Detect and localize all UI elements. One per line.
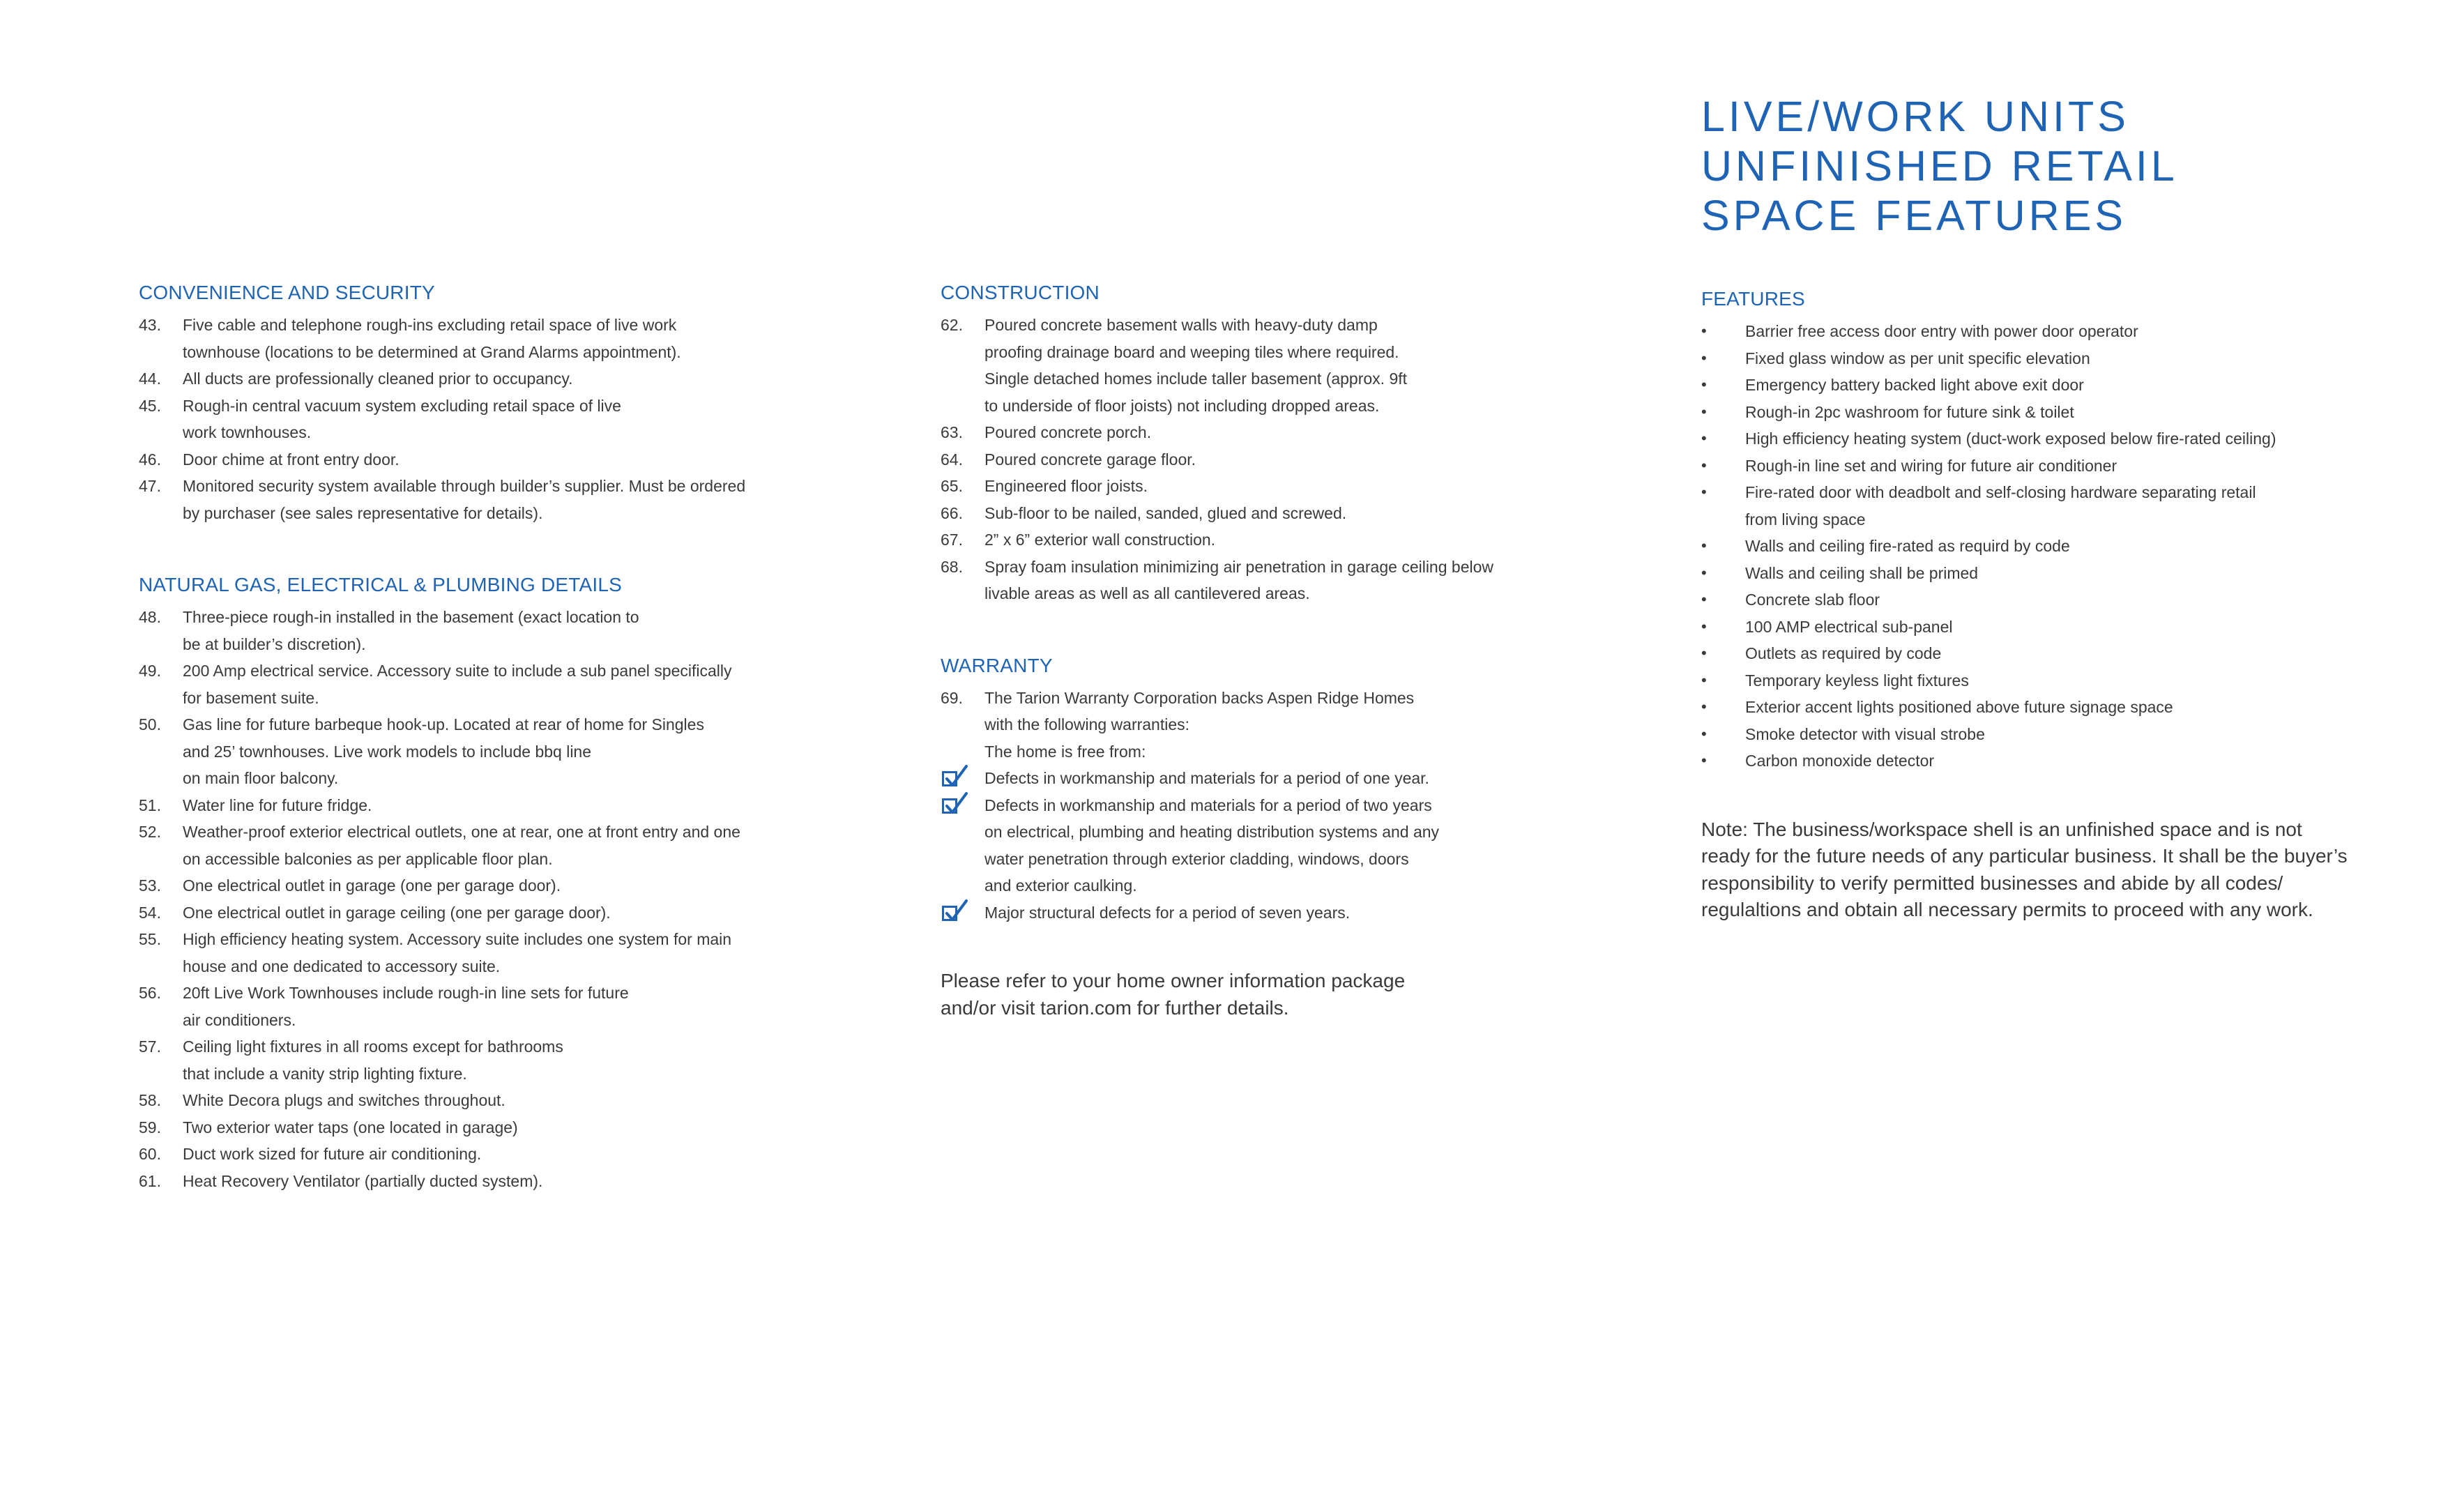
item-line: Spray foam insulation minimizing air penetration in garage ceiling below [984, 557, 1494, 576]
item-line: Engineered floor joists. [984, 477, 1148, 495]
item-line: Major structural defects for a period of seven years. [984, 903, 1351, 922]
warranty-check-item [941, 792, 1638, 899]
item-number: 49. [139, 662, 161, 680]
item-line: for basement suite. [183, 688, 319, 707]
item-line: Poured concrete garage floor. [984, 450, 1196, 469]
item-line: Fire-rated door with deadbolt and self-closing hardware separating retail [1745, 483, 2256, 501]
bullet-icon: • [1701, 456, 1707, 474]
item-line: Emergency battery backed light above exit door [1745, 376, 2084, 394]
bullet-icon: • [1701, 698, 1707, 715]
item-line: be at builder’s discretion). [183, 634, 366, 653]
list-item [139, 980, 836, 1033]
list-item [139, 657, 836, 711]
item-number: 67. [941, 531, 963, 549]
item-line: All ducts are professionally cleaned prior to occupancy. [183, 370, 573, 388]
item-line: Temporary keyless light fixtures [1745, 671, 1969, 690]
item-number: 53. [139, 876, 161, 895]
bullet-icon: • [1701, 483, 1707, 501]
item-number: 54. [139, 903, 161, 922]
bullet-icon: • [1701, 671, 1707, 689]
feature-item [1701, 640, 2357, 667]
list-item [139, 604, 836, 657]
list-item [139, 872, 836, 899]
list-item [139, 473, 836, 526]
feature-item [1701, 399, 2357, 426]
item-line: work townhouses. [183, 423, 312, 441]
bullet-icon: • [1701, 402, 1707, 420]
item-number: 51. [139, 796, 161, 814]
item-line: One electrical outlet in garage ceiling (one per garage door). [183, 903, 611, 922]
item-line: that include a vanity strip lighting fixture. [183, 1064, 467, 1083]
item-number: 45. [139, 396, 161, 415]
item-line: Rough-in line set and wiring for future air conditioner [1745, 456, 2117, 475]
note-line: regulaltions and obtain all necessary permits to proceed with any work. [1701, 899, 2313, 920]
item-number: 69. [941, 688, 963, 707]
item-number: 60. [139, 1145, 161, 1163]
feature-item [1701, 560, 2357, 587]
item-line: 2” x 6” exterior wall construction. [984, 531, 1216, 549]
bullet-icon: • [1701, 349, 1707, 367]
list-item [139, 365, 836, 393]
natural-gas-list [139, 604, 836, 1194]
list-item [941, 312, 1638, 419]
item-line: 20ft Live Work Townhouses include rough-in line sets for future [183, 984, 629, 1002]
feature-item [1701, 694, 2357, 721]
item-line: Three-piece rough-in installed in the basement (exact location to [183, 608, 639, 626]
convenience-list [139, 312, 836, 526]
list-item [941, 526, 1638, 554]
item-line: Poured concrete basement walls with heavy-duty damp [984, 316, 1378, 334]
item-line: Monitored security system available through builder’s supplier. Must be ordered [183, 477, 746, 495]
warranty-check-item [941, 765, 1638, 792]
list-item [139, 1141, 836, 1168]
title-line: LIVE/WORK UNITS [1701, 93, 2129, 140]
item-number: 50. [139, 715, 161, 733]
item-line: Outlets as required by code [1745, 644, 1942, 662]
convenience-heading: CONVENIENCE AND SECURITY [139, 282, 435, 303]
item-line: Fixed glass window as per unit specific elevation [1745, 349, 2090, 367]
feature-item [1701, 452, 2357, 480]
item-number: 62. [941, 316, 963, 334]
item-line: Defects in workmanship and materials for a period of two years [984, 796, 1432, 814]
item-line: High efficiency heating system (duct-work exposed below fire-rated ceiling) [1745, 429, 2276, 448]
list-item [139, 312, 836, 365]
item-line: Smoke detector with visual strobe [1745, 724, 1985, 743]
feature-item [1701, 586, 2357, 614]
item-number: 44. [139, 370, 161, 388]
item-line: on main floor balcony. [183, 769, 339, 787]
item-number: 64. [941, 450, 963, 469]
item-line: High efficiency heating system. Accessory suite includes one system for main [183, 930, 732, 948]
list-item [139, 926, 836, 980]
item-line: 200 Amp electrical service. Accessory suite to include a sub panel specifically [183, 662, 732, 680]
right-column [1701, 92, 2357, 924]
features-list [1701, 318, 2357, 775]
bullet-icon: • [1701, 563, 1707, 581]
list-item [941, 685, 1638, 766]
item-line: on electrical, plumbing and heating distribution systems and any [984, 823, 1440, 841]
feature-item [1701, 318, 2357, 345]
feature-item [1701, 345, 2357, 372]
item-line: Water line for future fridge. [183, 796, 372, 814]
feature-item [1701, 721, 2357, 748]
bullet-icon: • [1701, 537, 1707, 554]
item-number: 57. [139, 1037, 161, 1056]
item-line: to underside of floor joists) not including dropped areas. [984, 396, 1380, 415]
item-line: One electrical outlet in garage (one per garage door). [183, 876, 561, 895]
item-number: 48. [139, 608, 161, 626]
bullet-icon: • [1701, 376, 1707, 393]
item-line: water penetration through exterior cladding, windows, doors [984, 849, 1409, 868]
item-number: 61. [139, 1171, 161, 1190]
note-line: ready for the future needs of any particular business. It shall be the buyer’s [1701, 845, 2348, 867]
list-item [941, 554, 1638, 607]
item-line: Ceiling light fixtures in all rooms except for bathrooms [183, 1037, 563, 1056]
bullet-icon: • [1701, 752, 1707, 769]
item-line: Rough-in central vacuum system excluding retail space of live [183, 396, 621, 415]
item-line: Heat Recovery Ventilator (partially ducted system). [183, 1171, 543, 1190]
warranty-check-item [941, 899, 1638, 927]
item-number: 46. [139, 450, 161, 469]
note-line: responsibility to verify permitted businesses and abide by all codes/ [1701, 872, 2283, 894]
list-item [139, 711, 836, 792]
item-number: 58. [139, 1091, 161, 1109]
list-item [139, 1087, 836, 1114]
item-line: Exterior accent lights positioned above future signage space [1745, 698, 2173, 716]
construction-list [941, 312, 1638, 607]
item-line: livable areas as well as all cantilevered areas. [984, 584, 1310, 602]
item-line: air conditioners. [183, 1010, 296, 1029]
item-number: 56. [139, 984, 161, 1002]
item-line: Door chime at front entry door. [183, 450, 400, 469]
feature-item [1701, 614, 2357, 641]
item-line: Weather-proof exterior electrical outlets, one at rear, one at front entry and one [183, 823, 740, 841]
item-line: Carbon monoxide detector [1745, 752, 1935, 770]
title-line: SPACE FEATURES [1701, 192, 2127, 239]
item-number: 65. [941, 477, 963, 495]
item-line: Concrete slab floor [1745, 591, 1880, 609]
item-line: Walls and ceiling shall be primed [1745, 563, 1979, 582]
bullet-icon: • [1701, 429, 1707, 447]
item-line: Duct work sized for future air conditioning. [183, 1145, 482, 1163]
item-line: Defects in workmanship and materials for a period of one year. [984, 769, 1429, 787]
item-line: house and one dedicated to accessory suite. [183, 957, 501, 975]
item-line: The Tarion Warranty Corporation backs Aspen Ridge Homes [984, 688, 1415, 707]
list-item [139, 1114, 836, 1141]
item-line: on accessible balconies as per applicable floor plan. [183, 849, 553, 868]
note-text [1701, 816, 2357, 924]
bullet-icon: • [1701, 322, 1707, 340]
checkbox-checked-icon [942, 798, 957, 814]
construction-heading: CONSTRUCTION [941, 282, 1100, 303]
item-number: 47. [139, 477, 161, 495]
item-line: Rough-in 2pc washroom for future sink & toilet [1745, 402, 2074, 421]
item-line: and exterior caulking. [984, 876, 1137, 895]
warranty-list [941, 685, 1638, 766]
bullet-icon: • [1701, 724, 1707, 743]
natural-gas-heading: NATURAL GAS, ELECTRICAL & PLUMBING DETAILS [139, 574, 623, 595]
list-item [139, 1168, 836, 1195]
item-line: from living space [1745, 510, 1866, 528]
item-number: 66. [941, 503, 963, 522]
item-number: 52. [139, 823, 161, 841]
feature-item [1701, 667, 2357, 694]
middle-column [941, 275, 1638, 1021]
item-line: Gas line for future barbeque hook-up. Located at rear of home for Singles [183, 715, 704, 733]
item-line: Sub-floor to be nailed, sanded, glued and screwed. [984, 503, 1347, 522]
feature-item [1701, 479, 2357, 533]
item-line: Single detached homes include taller basement (approx. 9ft [984, 370, 1408, 388]
item-line: Five cable and telephone rough-ins excluding retail space of live work [183, 316, 677, 334]
list-item [941, 446, 1638, 473]
item-number: 43. [139, 316, 161, 334]
list-item [139, 899, 836, 927]
list-item [139, 819, 836, 872]
item-number: 55. [139, 930, 161, 948]
item-line: Two exterior water taps (one located in garage) [183, 1118, 518, 1136]
note-line: Note: The business/workspace shell is an unfinished space and is not [1701, 818, 2302, 840]
refer-line: and/or visit tarion.com for further details. [941, 997, 1289, 1019]
item-line: 100 AMP electrical sub-panel [1745, 617, 1953, 636]
item-line: White Decora plugs and switches throughout. [183, 1091, 505, 1109]
list-item [941, 473, 1638, 500]
list-item [941, 500, 1638, 527]
warranty-checklist [941, 765, 1638, 926]
list-item [941, 419, 1638, 446]
refer-line: Please refer to your home owner information package [941, 970, 1406, 991]
item-line: by purchaser (see sales representative for details). [183, 503, 543, 522]
features-heading: FEATURES [1701, 288, 1805, 310]
list-item [139, 792, 836, 819]
item-line: proofing drainage board and weeping tiles where required. [984, 342, 1399, 361]
item-number: 63. [941, 423, 963, 441]
checkbox-checked-icon [942, 906, 957, 921]
bullet-icon: • [1701, 644, 1707, 662]
item-number: 68. [941, 557, 963, 576]
feature-item [1701, 533, 2357, 560]
page-title [1701, 92, 2357, 241]
checkbox-checked-icon [942, 771, 957, 786]
bullet-icon: • [1701, 591, 1707, 608]
warranty-heading: WARRANTY [941, 654, 1053, 676]
item-number: 59. [139, 1118, 161, 1136]
bullet-icon: • [1701, 617, 1707, 635]
item-line: Poured concrete porch. [984, 423, 1152, 441]
feature-item [1701, 372, 2357, 399]
feature-item [1701, 425, 2357, 452]
list-item [139, 446, 836, 473]
title-line: UNFINISHED RETAIL [1701, 142, 2178, 190]
list-item [139, 393, 836, 446]
item-line: The home is free from: [984, 742, 1146, 761]
item-line: Barrier free access door entry with power door operator [1745, 322, 2138, 340]
refer-text [941, 967, 1638, 1021]
list-item [139, 1033, 836, 1087]
item-line: with the following warranties: [984, 715, 1190, 733]
left-column [139, 275, 836, 1194]
feature-item [1701, 747, 2357, 775]
item-line: Walls and ceiling fire-rated as requird by code [1745, 537, 2070, 555]
item-line: and 25’ townhouses. Live work models to include bbq line [183, 742, 592, 761]
item-line: townhouse (locations to be determined at Grand Alarms appointment). [183, 342, 681, 361]
